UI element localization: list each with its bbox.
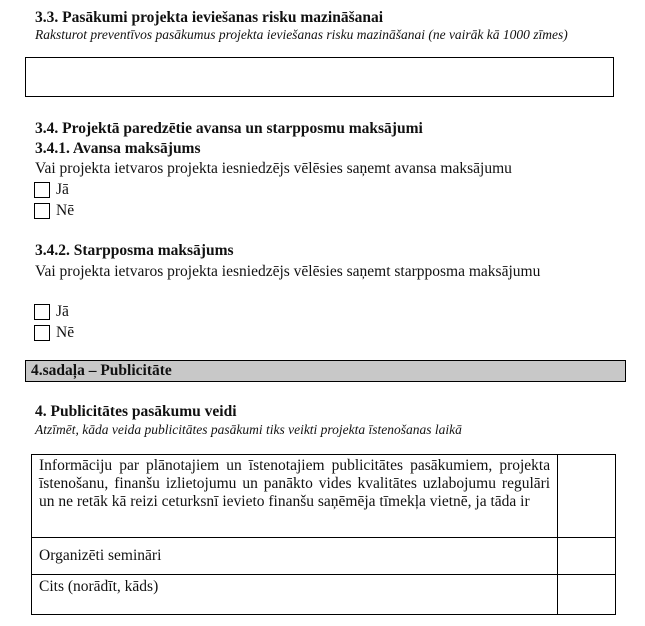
table-row [32,538,616,575]
advance-no-label: Nē [56,201,75,219]
interim-yes-label: Jā [56,302,69,320]
advance-option-yes[interactable] [34,179,69,200]
section-4-instruction: Atzīmēt, kāda veida publicitātes pasākumi tiks veikti projekta īstenošanas laikā [35,422,462,437]
section-3-4-heading: 3.4. Projektā paredzētie avansa un starpposmu maksājumi [35,120,423,137]
advance-yes-label: Jā [56,180,69,198]
interim-payment-question: Vai projekta ietvaros projekta iesniedzējs vēlēsies saņemt starpposma maksājumu [35,263,541,280]
publicity-row-mark-cell[interactable] [558,455,616,538]
table-row [32,575,616,615]
publicity-row-label: Cits (norādīt, kāds) [32,575,558,615]
advance-option-no[interactable] [34,200,74,221]
publicity-table [31,454,616,615]
interim-no-label: Nē [56,323,75,341]
interim-option-no[interactable] [34,322,74,343]
publicity-row-mark-cell[interactable] [558,575,616,615]
section-3-3-heading: 3.3. Pasākumi projekta ieviešanas risku mazināšanai [35,9,384,26]
advance-payment-question: Vai projekta ietvaros projekta iesniedzējs vēlēsies saņemt avansa maksājumu [35,160,512,177]
section-3-3-instruction: Raksturot preventīvos pasākumus projekta ieviešanas risku mazināšanai (ne vairāk kā 1000 zīmes) [35,27,568,42]
section-4-bar: 4.sadaļa – Publicitāte [25,360,626,382]
publicity-row-label: Informāciju par plānotajiem un īstenotajiem publicitātes pasākumiem, projekta īstenošanu, finanšu izlietojumu un panākto vides kvalitātes uzlabojumu regulāri un ne retāk kā reizi ceturksnī ievieto finanšu saņēmēja tīmekļa vietnē, ja tāda ir [32,455,558,538]
publicity-row-label: Organizēti semināri [32,538,558,575]
interim-no-checkbox[interactable] [34,325,50,341]
risk-mitigation-text-field[interactable] [25,57,614,97]
interim-payment-heading: 3.4.2. Starpposma maksājums [35,242,234,259]
advance-no-checkbox[interactable] [34,203,50,219]
advance-yes-checkbox[interactable] [34,182,50,198]
interim-yes-checkbox[interactable] [34,304,50,320]
advance-payment-heading: 3.4.1. Avansa maksājums [35,140,201,157]
interim-option-yes[interactable] [34,301,69,322]
table-row [32,455,616,538]
publicity-row-mark-cell[interactable] [558,538,616,575]
section-4-heading: 4. Publicitātes pasākumu veidi [35,403,237,420]
